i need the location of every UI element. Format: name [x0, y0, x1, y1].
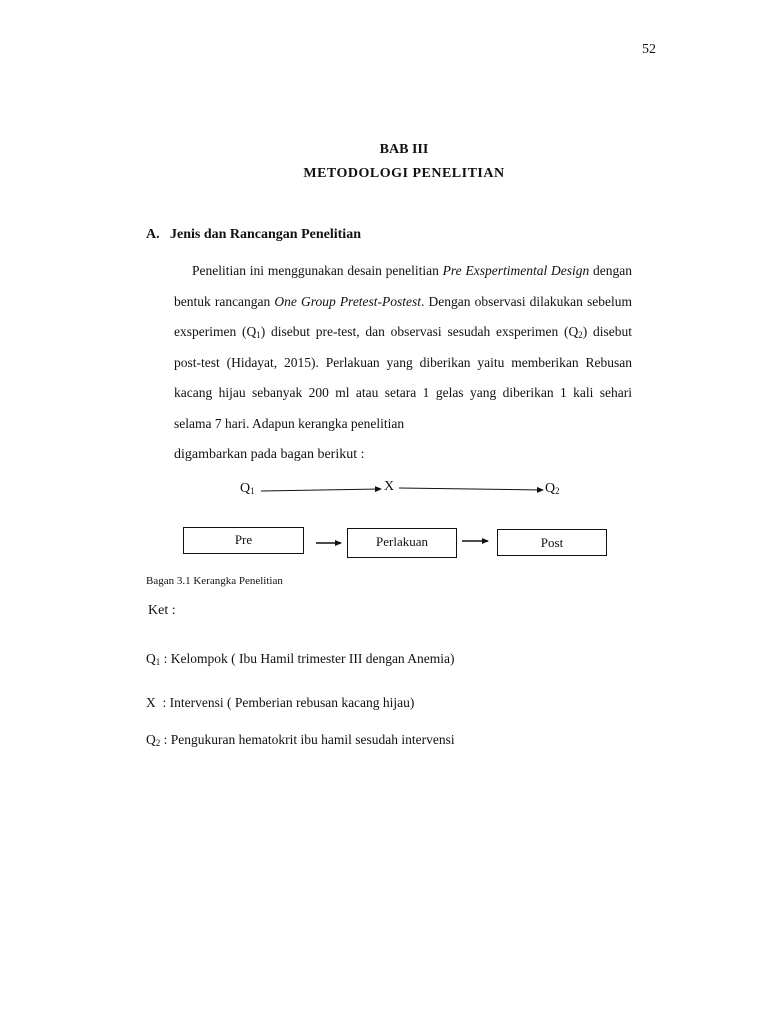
- flow-box-pre: Pre: [183, 527, 304, 554]
- chapter-number: BAB III: [379, 142, 429, 157]
- section-title: Jenis dan Rancangan Penelitian: [170, 227, 361, 242]
- para-last-line: digambarkan pada bagan berikut :: [174, 447, 365, 462]
- ket-title: Ket :: [148, 603, 176, 618]
- page-number: 52: [642, 42, 656, 57]
- ket-sym: Q: [146, 732, 156, 747]
- arrow-q1-x: [261, 489, 381, 491]
- chapter-title: METODOLOGI PENELITIAN: [303, 166, 505, 181]
- figure-caption: Bagan 3.1 Kerangka Penelitian: [146, 575, 283, 587]
- ket-item-q2: [146, 732, 455, 748]
- ket-sub: 2: [155, 738, 161, 748]
- para-text-4: ) disebut pre-test, dan observasi sesudah exsperimen (Q: [260, 324, 579, 339]
- para-text-3: . Dengan observasi dilakukan sebelum exsperimen (Q: [174, 293, 632, 339]
- flow-box-perlakuan: Perlakuan: [347, 528, 457, 558]
- design-form: One Group Pretest-Postest: [274, 293, 422, 309]
- ket-sub: 1: [155, 657, 161, 667]
- ket-item-q1: [146, 651, 455, 667]
- schema-x: X: [384, 479, 395, 494]
- schema-q2-sym: Q: [545, 481, 556, 496]
- ket-text: : Kelompok ( Ibu Hamil trimester III dengan Anemia): [160, 651, 455, 666]
- para-text-5: ) disebut post-test (Hidayat, 2015). Perlakuan yang diberikan yaitu memberikan Rebusan kacang hijau sebanyak 200 ml atau setara 1 gelas yang diberikan 1 kali sehari selama 7 hari. Adapun kerangka penelitian: [174, 324, 632, 431]
- arrow-x-q2: [399, 488, 543, 490]
- flow-box-post: Post: [497, 529, 607, 556]
- design-name: Pre Exspertimental Design: [442, 263, 590, 278]
- schema-q1-sym: Q: [240, 481, 251, 496]
- schema-q2-sub: 2: [555, 486, 560, 496]
- ket-item-x: [146, 695, 414, 711]
- ket-sym: X: [146, 695, 156, 710]
- para-text-1: Penelitian ini menggunakan desain penelitian: [192, 263, 443, 278]
- schema-q1-sub: 1: [250, 486, 255, 496]
- ket-text: : Intervensi ( Pemberian rebusan kacang hijau): [155, 695, 415, 710]
- para-sub-2: 2: [578, 330, 583, 340]
- section-letter: A.: [146, 227, 160, 242]
- para-text-2: dengan bentuk rancangan: [174, 263, 633, 309]
- ket-text: : Pengukuran hematokrit ibu hamil sesudah intervensi: [160, 732, 455, 747]
- para-sub-1: 1: [256, 330, 261, 340]
- ket-sym: Q: [146, 651, 156, 666]
